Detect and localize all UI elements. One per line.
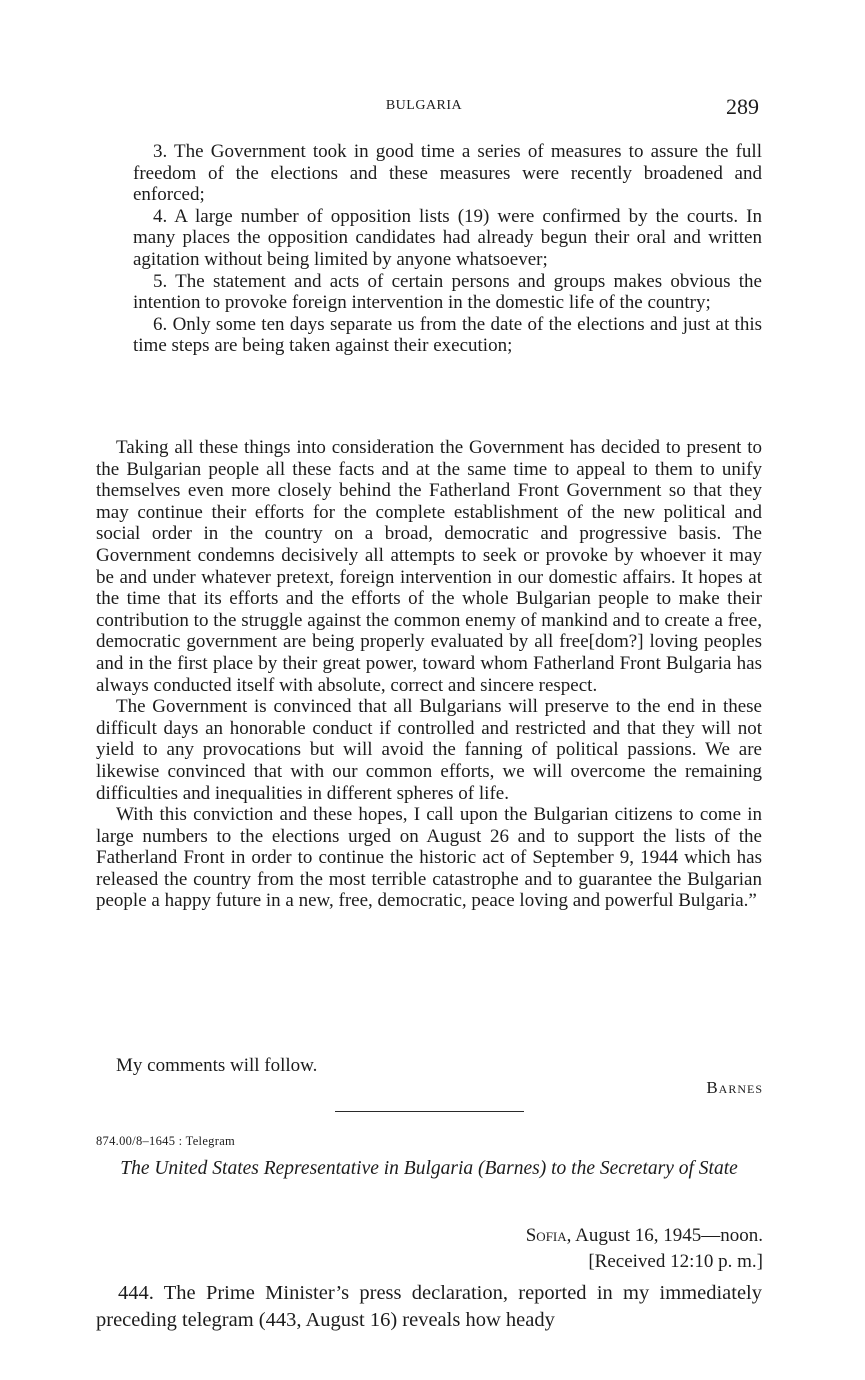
file-code: 874.00/8–1645 : Telegram (96, 1134, 236, 1148)
dateline-received: [Received 12:10 p. m.] (588, 1251, 763, 1272)
comments-line: My comments will follow. (116, 1055, 318, 1076)
list-item: 3. The Government took in good time a series of measures to assure the full freedom of the elections and these measures were recently broadened and enforced; (133, 141, 762, 206)
numbered-list (133, 141, 762, 357)
page-number: 289 (726, 94, 759, 119)
body-paragraph: With this conviction and these hopes, I call upon the Bulgarian citizens to come in large numbers to the elections urged on August 26 and to support the lists of the Fatherland Front in order to continue the historic act of September 9, 1944 which has released the country from the most terrible catastrophe and to guarantee the Bulgarian people a happy future in a new, free, democratic, peace loving and powerful Bulgaria.” (96, 804, 762, 912)
dateline-place: Sofia (525, 1225, 567, 1246)
document-title: The United States Representative in Bulgaria (Barnes) to the Secretary of State (120, 1158, 738, 1179)
list-item: 5. The statement and acts of certain persons and groups makes obvious the intention to provoke foreign intervention in the domestic life of the country; (133, 270, 762, 314)
dateline-place-date (526, 1223, 763, 1249)
list-item: 4. A large number of opposition lists (19) were confirmed by the courts. In many places the opposition candidates had already begun their oral and written agitation without being limited by anyone whatsoever; (133, 205, 762, 270)
body-text (96, 437, 762, 912)
body-paragraph: The Government is convinced that all Bulgarians will preserve to the end in these difficult days an honorable conduct if controlled and restricted and that they will not yield to any provocations but will avoid the fanning of political passions. We are likewise convinced that with our common efforts, we will overcome the remaining difficulties and inequalities in different spheres of life. (96, 696, 762, 804)
signature: Barnes (706, 1078, 763, 1097)
running-header (0, 94, 865, 118)
dateline-date: , August 16, 1945—noon. (566, 1225, 763, 1246)
running-title: BULGARIA (385, 98, 463, 113)
dateline (526, 1223, 763, 1275)
section-divider (335, 1111, 524, 1112)
list-item: 6. Only some ten days separate us from the date of the elections and just at this time steps are being taken against their execution; (133, 313, 762, 357)
telegram-paragraph: 444. The Prime Minister’s press declaration, reported in my immediately preceding telegram (443, August 16) reveals how heady (96, 1282, 762, 1331)
body-paragraph: Taking all these things into consideration the Government has decided to present to the Bulgarian people all these facts and at the same time to appeal to them to unify themselves even more closely behind the Fatherland Front Government so that they may continue their efforts for the complete establishment of the new political and social order in the country on a broad, democratic and progressive basis. The Government condemns decisively all attempts to seek or provoke by whoever it may be and under whatever pretext, foreign intervention in our domestic affairs. It hopes at the time that its efforts and the efforts of the whole Bulgarian people to make their contribution to the struggle against the common enemy of mankind and to create a free, democratic government are being properly evaluated by all free[dom?] loving peoples and in the first place by their great power, toward whom Fatherland Front Bulgaria has always conducted itself with absolute, correct and sincere respect. (96, 437, 762, 696)
